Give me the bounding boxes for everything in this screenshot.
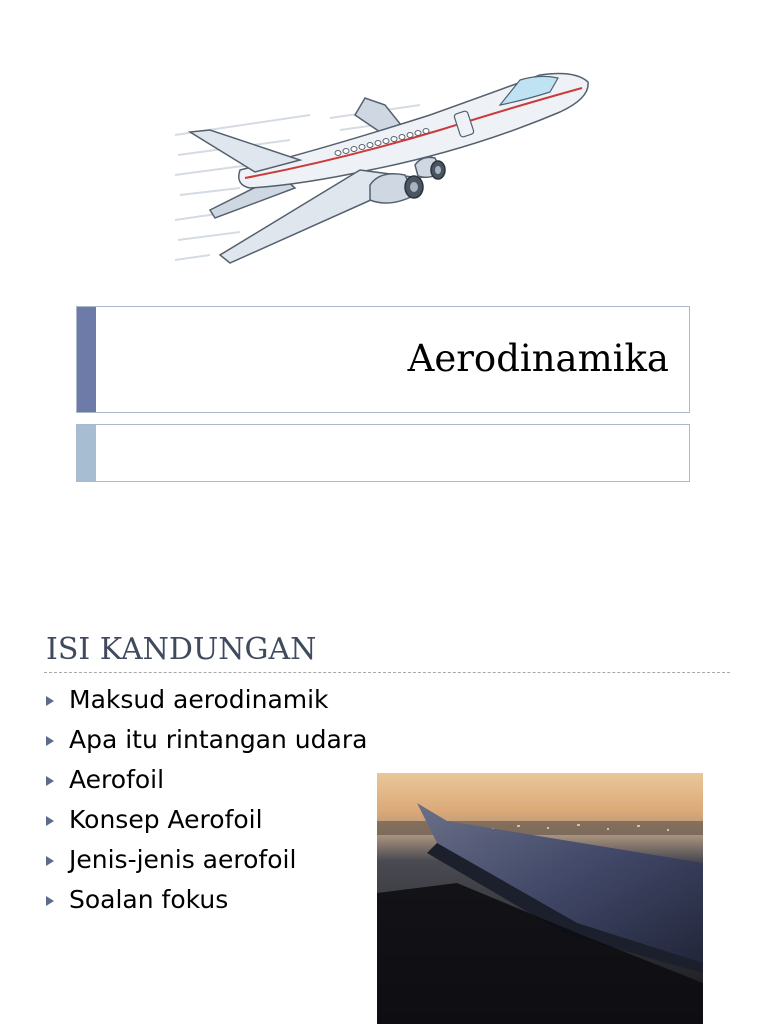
bullet-text: Aerofoil <box>69 765 165 794</box>
subtitle-placeholder[interactable] <box>76 424 690 482</box>
title-placeholder[interactable] <box>76 306 690 413</box>
slide-title: ISI KANDUNGAN <box>46 632 317 667</box>
triangle-bullet-icon <box>46 696 54 706</box>
slide-title: Aerodinamika <box>407 337 669 380</box>
subtitle-accent-bar <box>77 425 96 481</box>
list-item <box>46 880 367 920</box>
triangle-bullet-icon <box>46 896 54 906</box>
list-item <box>46 760 367 800</box>
list-item <box>46 800 367 840</box>
list-item <box>46 720 367 760</box>
triangle-bullet-icon <box>46 776 54 786</box>
bullet-text: Apa itu rintangan udara <box>69 725 368 754</box>
bullet-text: Konsep Aerofoil <box>69 805 263 834</box>
bullet-text: Soalan fokus <box>69 885 229 914</box>
triangle-bullet-icon <box>46 736 54 746</box>
list-item <box>46 840 367 880</box>
triangle-bullet-icon <box>46 816 54 826</box>
title-divider <box>44 672 730 673</box>
title-accent-bar <box>77 307 96 412</box>
bullet-list <box>46 680 367 920</box>
bullet-text: Maksud aerodinamik <box>69 685 329 714</box>
airplane-illustration-icon <box>170 60 600 285</box>
contents-slide <box>0 575 768 1024</box>
triangle-bullet-icon <box>46 856 54 866</box>
airplane-wing-photo-icon <box>377 773 703 1024</box>
list-item <box>46 680 367 720</box>
bullet-text: Jenis-jenis aerofoil <box>69 845 297 874</box>
